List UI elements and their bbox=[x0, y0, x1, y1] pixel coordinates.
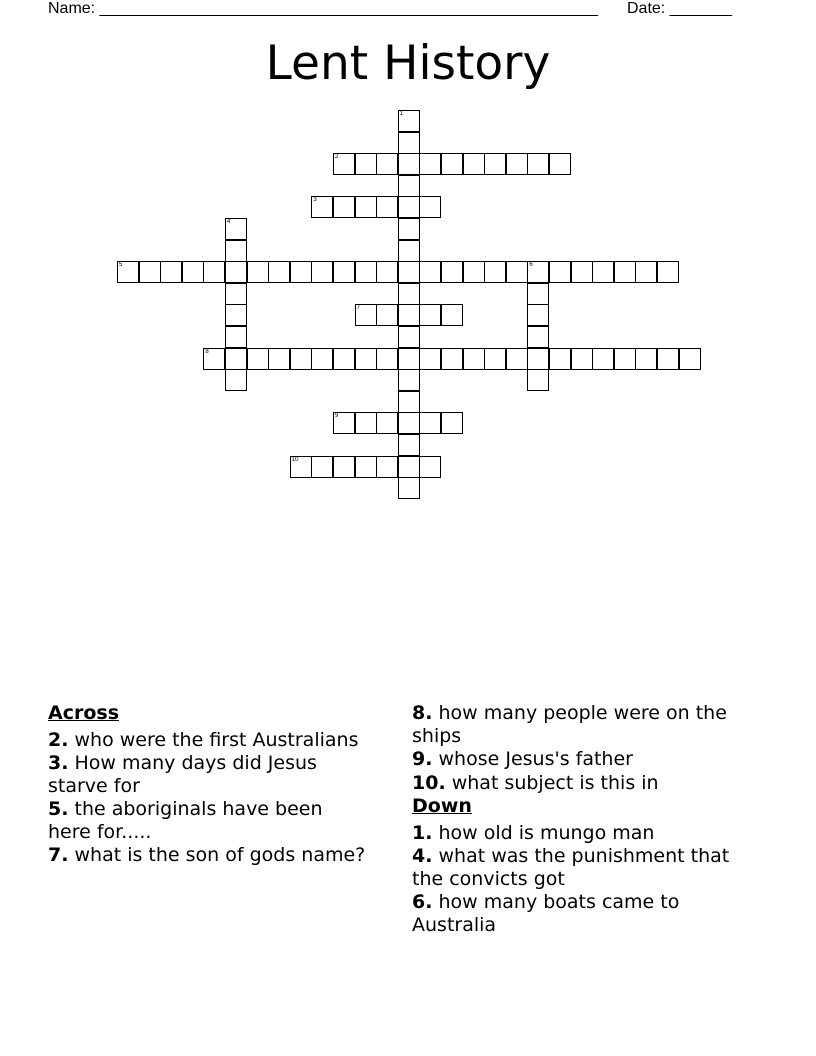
crossword-cell[interactable] bbox=[182, 261, 204, 283]
name-field-label: Name: ________________________________________________________ bbox=[48, 0, 598, 17]
crossword-cell[interactable] bbox=[398, 110, 420, 132]
crossword-cell[interactable] bbox=[311, 196, 333, 218]
crossword-cell[interactable] bbox=[398, 348, 420, 370]
crossword-cell[interactable] bbox=[398, 326, 420, 348]
crossword-cell[interactable] bbox=[441, 261, 463, 283]
crossword-cell[interactable] bbox=[333, 153, 355, 175]
clue-down-1 bbox=[412, 822, 752, 845]
crossword-cell[interactable] bbox=[333, 261, 355, 283]
clue-text: the aboriginals have been here for..... bbox=[48, 798, 323, 843]
crossword-cell[interactable] bbox=[355, 456, 377, 478]
clue-text: who were the first Australians bbox=[74, 728, 359, 751]
crossword-cell[interactable] bbox=[376, 153, 398, 175]
crossword-cell[interactable] bbox=[419, 153, 441, 175]
crossword-cell[interactable] bbox=[549, 348, 571, 370]
crossword-cell[interactable] bbox=[247, 261, 269, 283]
cell-number: 4 bbox=[227, 219, 231, 225]
crossword-cell[interactable] bbox=[398, 153, 420, 175]
clue-down-6 bbox=[412, 891, 752, 936]
crossword-cell[interactable] bbox=[463, 153, 485, 175]
crossword-cell[interactable] bbox=[571, 348, 593, 370]
cell-number: 9 bbox=[335, 413, 339, 420]
clue-across-10 bbox=[412, 772, 752, 795]
crossword-cell[interactable] bbox=[527, 369, 549, 391]
crossword-cell[interactable] bbox=[225, 369, 247, 391]
clue-number: 9. bbox=[412, 748, 433, 770]
crossword-cell[interactable] bbox=[657, 348, 679, 370]
clue-number: 8. bbox=[412, 702, 433, 724]
crossword-cell[interactable] bbox=[527, 153, 549, 175]
crossword-cell[interactable] bbox=[247, 348, 269, 370]
crossword-cell[interactable] bbox=[398, 456, 420, 478]
crossword-cell[interactable] bbox=[203, 261, 225, 283]
crossword-cell[interactable] bbox=[419, 456, 441, 478]
crossword-cell[interactable] bbox=[506, 261, 528, 283]
crossword-cell[interactable] bbox=[571, 261, 593, 283]
crossword-cell[interactable] bbox=[225, 304, 247, 326]
crossword-cell[interactable] bbox=[527, 261, 549, 283]
crossword-cell[interactable] bbox=[419, 261, 441, 283]
clue-number: 10. bbox=[412, 771, 446, 794]
clue-text: what subject is this in bbox=[451, 771, 659, 794]
clue-across-7 bbox=[48, 844, 368, 867]
crossword-cell[interactable] bbox=[398, 434, 420, 456]
crossword-cell[interactable] bbox=[290, 456, 312, 478]
crossword-cell[interactable] bbox=[225, 326, 247, 348]
crossword-cell[interactable] bbox=[484, 348, 506, 370]
crossword-cell[interactable] bbox=[419, 304, 441, 326]
crossword-cell[interactable] bbox=[355, 261, 377, 283]
cell-number: 8 bbox=[205, 348, 209, 355]
clues-column-right bbox=[412, 702, 752, 937]
clue-across-3 bbox=[48, 752, 368, 797]
crossword-cell[interactable] bbox=[506, 153, 528, 175]
crossword-cell[interactable] bbox=[398, 283, 420, 305]
crossword-cell[interactable] bbox=[376, 456, 398, 478]
crossword-cell[interactable] bbox=[419, 348, 441, 370]
crossword-cell[interactable] bbox=[355, 196, 377, 218]
crossword-cell[interactable] bbox=[635, 261, 657, 283]
clue-number: 1. bbox=[412, 821, 433, 844]
crossword-cell[interactable] bbox=[657, 261, 679, 283]
across-heading: Across bbox=[48, 702, 120, 724]
clue-across-2 bbox=[48, 729, 368, 752]
crossword-cell[interactable] bbox=[355, 348, 377, 370]
crossword-cell[interactable] bbox=[679, 348, 701, 370]
crossword-cell[interactable] bbox=[592, 261, 614, 283]
crossword-cell[interactable] bbox=[398, 196, 420, 218]
crossword-cell[interactable] bbox=[614, 348, 636, 370]
cell-number: 7 bbox=[356, 305, 360, 312]
crossword-cell[interactable] bbox=[527, 304, 549, 326]
clue-text: how many people were on the ships bbox=[412, 702, 727, 747]
clue-number: 3. bbox=[48, 752, 69, 774]
crossword-cell[interactable] bbox=[225, 283, 247, 305]
crossword-cell[interactable] bbox=[549, 153, 571, 175]
clue-down-4 bbox=[412, 845, 752, 890]
crossword-cell[interactable] bbox=[376, 196, 398, 218]
crossword-cell[interactable] bbox=[441, 304, 463, 326]
crossword-cell[interactable] bbox=[268, 261, 290, 283]
crossword-cell[interactable] bbox=[376, 304, 398, 326]
crossword-cell[interactable] bbox=[376, 261, 398, 283]
crossword-cell[interactable] bbox=[419, 412, 441, 434]
clue-number: 6. bbox=[412, 891, 433, 913]
crossword-cell[interactable] bbox=[635, 348, 657, 370]
crossword-cell[interactable] bbox=[614, 261, 636, 283]
clue-text: what is the son of gods name? bbox=[74, 844, 366, 866]
crossword-cell[interactable] bbox=[333, 456, 355, 478]
crossword-cell[interactable] bbox=[203, 348, 225, 370]
clue-number: 5. bbox=[48, 798, 69, 820]
clue-text: how old is mungo man bbox=[438, 821, 655, 844]
clue-across-5 bbox=[48, 798, 368, 843]
crossword-cell[interactable] bbox=[398, 477, 420, 499]
clues-column-left bbox=[48, 702, 368, 868]
crossword-cell[interactable] bbox=[376, 348, 398, 370]
crossword-cell[interactable] bbox=[355, 153, 377, 175]
date-field-label: Date: _______ bbox=[627, 0, 732, 17]
clue-text: what was the punishment that the convicts got bbox=[412, 845, 730, 890]
crossword-cell[interactable] bbox=[355, 412, 377, 434]
crossword-cell[interactable] bbox=[398, 175, 420, 197]
crossword-cell[interactable] bbox=[117, 261, 139, 283]
crossword-cell[interactable] bbox=[311, 456, 333, 478]
crossword-cell[interactable] bbox=[333, 412, 355, 434]
clue-text: whose Jesus's father bbox=[438, 748, 633, 770]
cell-number: 3 bbox=[313, 197, 317, 204]
cell-number: 1 bbox=[399, 111, 404, 117]
crossword-cell[interactable] bbox=[225, 218, 247, 240]
crossword-cell[interactable] bbox=[139, 261, 161, 283]
crossword-cell[interactable] bbox=[484, 153, 506, 175]
crossword-cell[interactable] bbox=[398, 261, 420, 283]
crossword-cell[interactable] bbox=[225, 240, 247, 262]
clue-number: 7. bbox=[48, 844, 69, 866]
crossword-cell[interactable] bbox=[311, 348, 333, 370]
clue-number: 2. bbox=[48, 728, 69, 751]
crossword-cell[interactable] bbox=[441, 348, 463, 370]
crossword-cell[interactable] bbox=[333, 348, 355, 370]
crossword-cell[interactable] bbox=[419, 196, 441, 218]
crossword-cell[interactable] bbox=[398, 391, 420, 413]
crossword-cell[interactable] bbox=[225, 261, 247, 283]
clue-number: 4. bbox=[412, 845, 433, 867]
crossword-cell[interactable] bbox=[355, 304, 377, 326]
crossword-cell[interactable] bbox=[398, 240, 420, 262]
crossword-cell[interactable] bbox=[398, 218, 420, 240]
crossword-cell[interactable] bbox=[225, 348, 247, 370]
crossword-cell[interactable] bbox=[527, 348, 549, 370]
crossword-cell[interactable] bbox=[592, 348, 614, 370]
crossword-cell[interactable] bbox=[398, 304, 420, 326]
crossword-cell[interactable] bbox=[463, 348, 485, 370]
crossword-cell[interactable] bbox=[463, 261, 485, 283]
down-heading: Down bbox=[412, 795, 472, 817]
crossword-cell[interactable] bbox=[527, 283, 549, 305]
crossword-cell[interactable] bbox=[527, 326, 549, 348]
cell-number: 6 bbox=[529, 262, 533, 269]
crossword-cell[interactable] bbox=[376, 412, 398, 434]
cell-number: 5 bbox=[119, 262, 123, 269]
crossword-cell[interactable] bbox=[441, 412, 463, 434]
crossword-cell[interactable] bbox=[549, 261, 571, 283]
crossword-cell[interactable] bbox=[290, 348, 312, 370]
crossword-cell[interactable] bbox=[333, 196, 355, 218]
crossword-cell[interactable] bbox=[441, 153, 463, 175]
cell-number: 10 bbox=[291, 456, 299, 463]
crossword-cell[interactable] bbox=[160, 261, 182, 283]
clue-text: How many days did Jesus starve for bbox=[48, 752, 317, 797]
crossword-cell[interactable] bbox=[398, 369, 420, 391]
clue-across-9 bbox=[412, 748, 752, 771]
crossword-cell[interactable] bbox=[506, 348, 528, 370]
clue-across-8 bbox=[412, 702, 752, 747]
crossword-cell[interactable] bbox=[311, 261, 333, 283]
crossword-cell[interactable] bbox=[398, 412, 420, 434]
clue-text: how many boats came to Australia bbox=[412, 891, 680, 936]
crossword-cell[interactable] bbox=[484, 261, 506, 283]
cell-number: 2 bbox=[335, 154, 339, 161]
crossword-cell[interactable] bbox=[398, 132, 420, 154]
crossword-cell[interactable] bbox=[268, 348, 290, 370]
crossword-cell[interactable] bbox=[290, 261, 312, 283]
page-title: Lent History bbox=[265, 36, 551, 91]
